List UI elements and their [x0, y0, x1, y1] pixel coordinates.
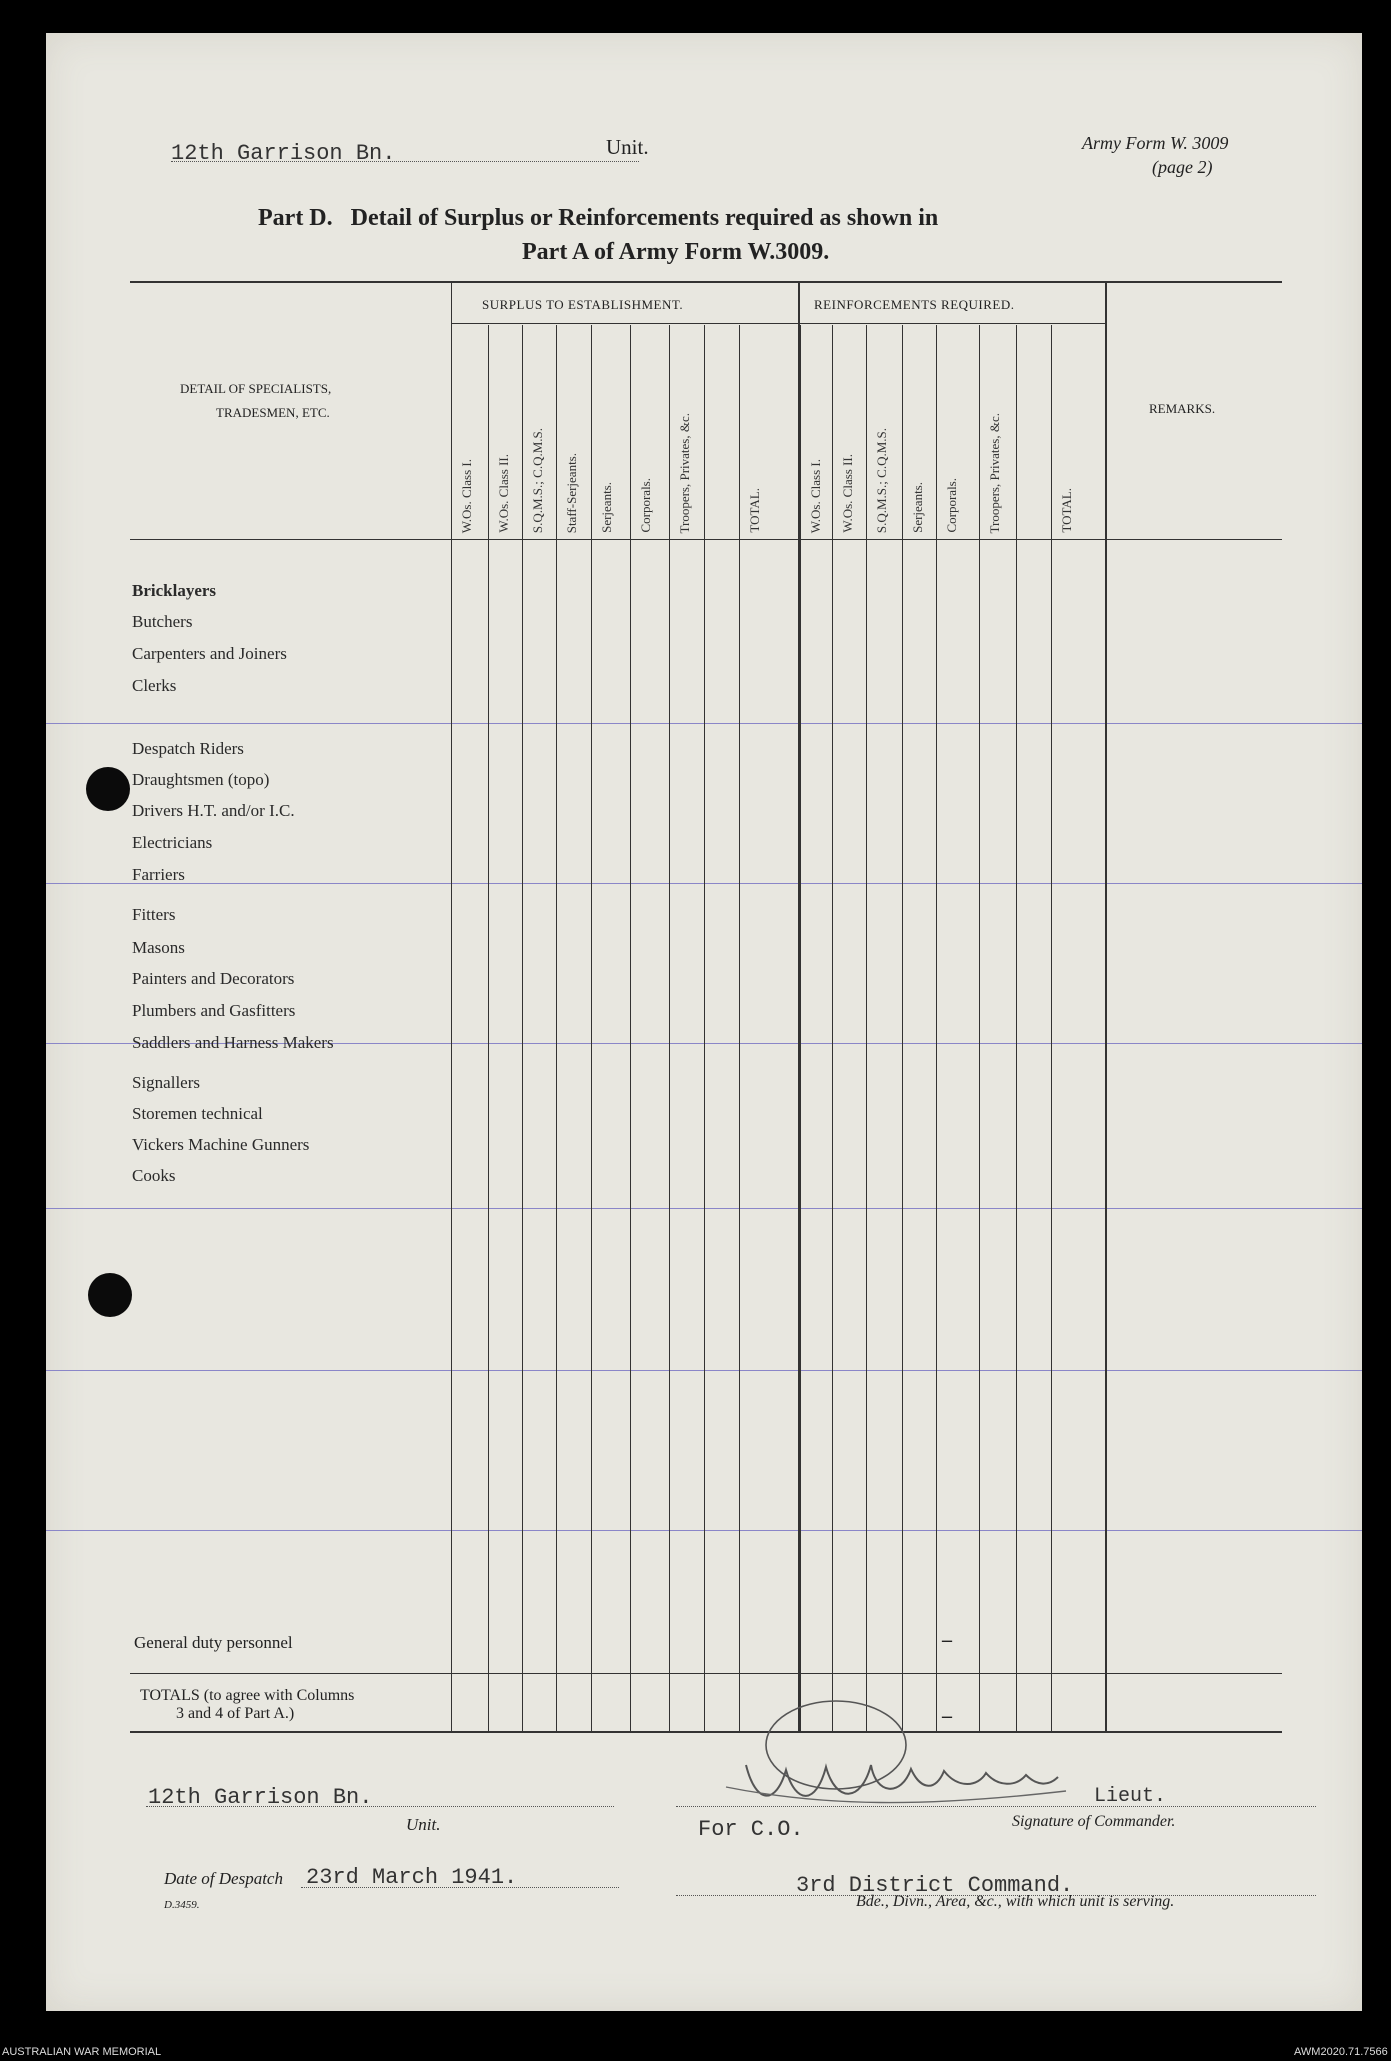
trade-row-label: Carpenters and Joiners — [132, 644, 287, 663]
totals-label-line1: TOTALS (to agree with Columns — [140, 1687, 355, 1704]
signature-dotted-line — [676, 1806, 1316, 1807]
surplus-header-rule — [451, 323, 798, 324]
column-divider — [739, 325, 740, 1731]
unit-label: Unit. — [606, 135, 649, 159]
column-divider — [704, 325, 705, 1731]
surplus-column-header: W.Os. Class II. — [496, 454, 511, 533]
reinforce-column-header: Troopers, Privates, &c. — [987, 412, 1002, 533]
punch-hole-bottom — [88, 1273, 132, 1317]
column-divider — [902, 325, 903, 1731]
signature-label: Signature of Commander. — [1012, 1813, 1176, 1830]
column-divider — [936, 325, 937, 1731]
trade-row-label: Storemen technical — [132, 1104, 263, 1123]
header-bottom-rule — [130, 539, 1282, 540]
column-divider — [451, 325, 452, 1731]
trade-row-label: Despatch Riders — [132, 739, 244, 758]
column-divider — [556, 325, 557, 1731]
column-divider — [522, 325, 523, 1731]
column-divider — [979, 325, 980, 1731]
detail-header-line1: DETAIL OF SPECIALISTS, — [180, 381, 332, 396]
trade-row-label: Farriers — [132, 865, 185, 884]
command-value: 3rd District Command. — [796, 1873, 1074, 1898]
column-divider — [832, 325, 833, 1731]
trade-row-label: Signallers — [132, 1073, 200, 1092]
remarks-header: REMARKS. — [1149, 401, 1216, 416]
footer-unit-value: 12th Garrison Bn. — [148, 1785, 373, 1810]
unit-value: 12th Garrison Bn. — [171, 141, 396, 166]
column-divider — [630, 325, 631, 1731]
trade-row-label: Masons — [132, 938, 185, 957]
reinforce-column-header: W.Os. Class II. — [840, 454, 855, 533]
rank: Lieut. — [1094, 1785, 1167, 1808]
trade-row-label: Saddlers and Harness Makers — [132, 1033, 334, 1052]
reinforce-column-header: Corporals. — [944, 478, 959, 533]
column-divider — [488, 325, 489, 1731]
reinforce-header-rule — [800, 323, 1105, 324]
trade-row-label: Drivers H.T. and/or I.C. — [132, 801, 295, 820]
column-divider — [591, 325, 592, 1731]
column-divider — [669, 325, 670, 1731]
surplus-column-header: W.Os. Class I. — [459, 458, 474, 533]
surplus-column-header: Corporals. — [638, 478, 653, 533]
reinforce-column-header: TOTAL. — [1059, 488, 1074, 533]
detail-header-line2: TRADESMEN, ETC. — [216, 405, 330, 420]
trade-row-label: Vickers Machine Gunners — [132, 1135, 310, 1154]
date-dotted-line — [301, 1887, 619, 1888]
table-top-rule — [130, 281, 1282, 283]
totals-top-rule — [130, 1673, 1282, 1674]
reinforce-column-header: Serjeants. — [910, 482, 925, 533]
archive-caption-right: AWM2020.71.7566 — [1294, 2046, 1388, 2058]
footer-unit-dotted-line — [146, 1806, 614, 1807]
command-label: Bde., Divn., Area, &c., with which unit is serving. — [856, 1893, 1175, 1910]
unit-dotted-line — [171, 161, 639, 162]
form-title-line2: Part A of Army Form W.3009. — [522, 239, 830, 265]
page-number: (page 2) — [1152, 157, 1213, 177]
surplus-column-header: Serjeants. — [599, 482, 614, 533]
surplus-column-header: S.Q.M.S.; C.Q.M.S. — [530, 427, 545, 533]
punch-hole-top — [86, 767, 130, 811]
date-value: 23rd March 1941. — [306, 1865, 518, 1890]
general-duty-mark: – — [942, 1629, 952, 1651]
trade-row-label: Butchers — [132, 612, 193, 631]
trade-row-label: Painters and Decorators — [132, 969, 295, 988]
trade-row-label: Draughtsmen (topo) — [132, 770, 270, 789]
column-divider — [866, 325, 867, 1731]
divider-remarks — [1105, 283, 1107, 1731]
date-label: Date of Despatch — [164, 1869, 283, 1888]
column-divider — [800, 325, 801, 1731]
form-number: Army Form W. 3009 — [1082, 133, 1229, 153]
trade-row-label: Electricians — [132, 833, 213, 852]
footer-unit-label: Unit. — [406, 1815, 441, 1834]
column-divider — [1051, 325, 1052, 1731]
reinforce-column-header: S.Q.M.S.; C.Q.M.S. — [874, 427, 889, 533]
reinforce-column-header: W.Os. Class I. — [808, 458, 823, 533]
reinforce-header: REINFORCEMENTS REQUIRED. — [814, 297, 1015, 312]
form-code: D.3459. — [164, 1899, 200, 1911]
totals-mark: – — [942, 1705, 952, 1727]
for-co: For C.O. — [698, 1817, 804, 1842]
trade-row-label: Fitters — [132, 905, 176, 924]
general-duty-label: General duty personnel — [134, 1633, 293, 1652]
surplus-column-header: Troopers, Privates, &c. — [677, 412, 692, 533]
column-divider — [1016, 325, 1017, 1731]
trade-row-label: Cooks — [132, 1166, 176, 1185]
surplus-header: SURPLUS TO ESTABLISHMENT. — [482, 297, 684, 312]
trade-row-label: Bricklayers — [132, 581, 217, 600]
trade-row-label: Clerks — [132, 676, 177, 695]
surplus-column-header: Staff-Serjeants. — [564, 452, 579, 533]
trade-row-label: Plumbers and Gasfitters — [132, 1001, 296, 1020]
archive-caption-left: AUSTRALIAN WAR MEMORIAL — [2, 2046, 162, 2058]
document-page — [46, 33, 1362, 2011]
surplus-column-header: TOTAL. — [747, 488, 762, 533]
totals-label-line2: 3 and 4 of Part A.) — [176, 1705, 295, 1722]
form-title-line1: Part D. Detail of Surplus or Reinforcements required as shown in — [258, 205, 939, 231]
